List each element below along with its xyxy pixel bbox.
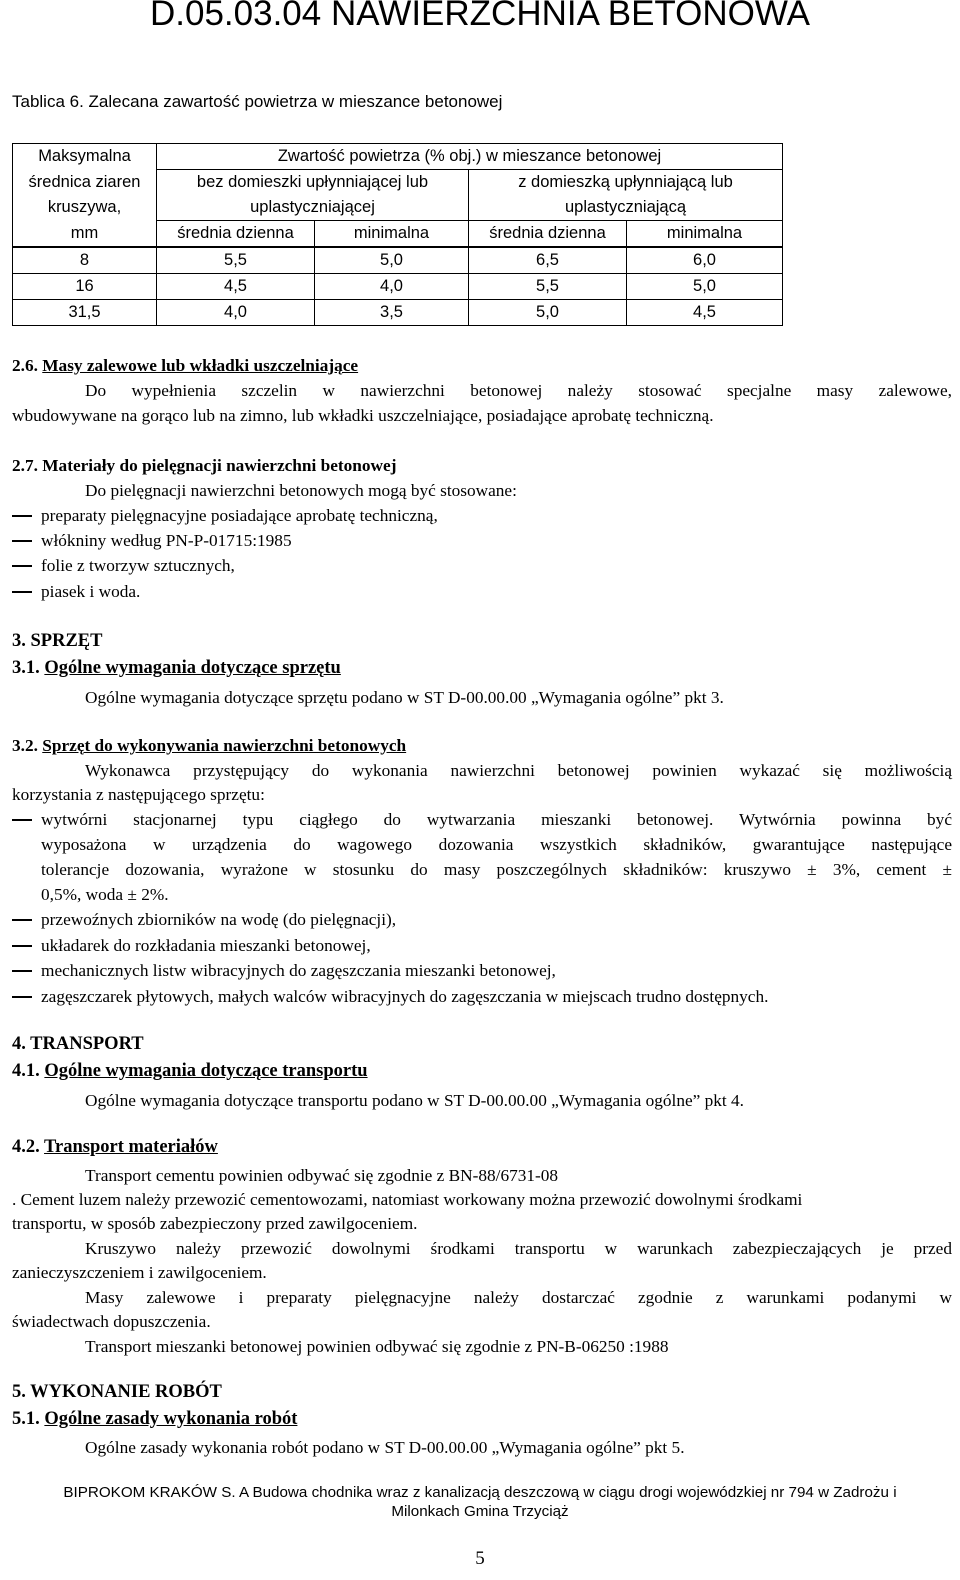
section-number: 2.6. xyxy=(12,356,38,375)
section-number: 3.2. xyxy=(12,736,38,755)
table-caption: Tablica 6. Zalecana zawartość powietrza w mieszance betonowej xyxy=(12,92,503,111)
chapter-heading: 3. SPRZĘT xyxy=(12,631,103,651)
paragraph-line: transportu, w sposób zabezpieczony przed zawilgoceniem. xyxy=(12,1214,418,1233)
table-cell: 5,0 xyxy=(469,300,627,326)
table-cell: 4,0 xyxy=(315,274,469,300)
paragraph-line: . Cement luzem należy przewozić cementowozami, natomiast workowany można przewozić dowolnymi środkami xyxy=(12,1190,803,1209)
paragraph-line: wbudowywane na gorąco lub na zimno, lub wkładki uszczelniające, posiadające aprobatę techniczną. xyxy=(12,406,714,425)
list-item: mechanicznych listw wibracyjnych do zagęszczania mieszanki betonowej, xyxy=(41,961,556,980)
section-heading xyxy=(12,658,341,679)
table-header-cell: minimalna xyxy=(627,221,783,248)
dash-bullet-icon xyxy=(12,919,32,921)
section-number: 3.1. xyxy=(12,658,40,678)
table-group-header: Zwartość powietrza (% obj.) w mieszance betonowej xyxy=(157,144,783,170)
section-heading xyxy=(12,1409,297,1430)
section-title: Materiały do pielęgnacji nawierzchni betonowej xyxy=(42,456,397,475)
section-title: Ogólne wymagania dotyczące transportu xyxy=(44,1061,368,1081)
table-cell: 8 xyxy=(13,247,157,274)
table-subgroup-header: z domieszką upłynniającą lub xyxy=(469,170,783,196)
list-item: folie z tworzyw sztucznych, xyxy=(41,556,235,575)
list-item: włókniny według PN-P-01715:1985 xyxy=(41,531,292,550)
section-heading xyxy=(12,1137,218,1158)
table-cell: 4,5 xyxy=(627,300,783,326)
section-heading xyxy=(12,453,396,478)
table-header-cell: kruszywa, xyxy=(13,195,157,221)
list-item: układarek do rozkładania mieszanki betonowej, xyxy=(41,936,371,955)
table-cell: 5,5 xyxy=(469,274,627,300)
table-row xyxy=(13,274,783,300)
table-subgroup-header: uplastyczniającej xyxy=(157,195,469,221)
chapter-heading: 4. TRANSPORT xyxy=(12,1034,144,1054)
page-title: D.05.03.04 NAWIERZCHNIA BETONOWA xyxy=(150,0,810,33)
section-title: Ogólne wymagania dotyczące sprzętu xyxy=(44,658,341,678)
list-item-line: wytwórni stacjonarnej typu ciągłego do wytwarzania mieszanki betonowej. Wytwórnia powinna być xyxy=(41,810,952,829)
section-number: 4.1. xyxy=(12,1061,40,1081)
list-item: preparaty pielęgnacyjne posiadające aprobatę techniczną, xyxy=(41,506,438,525)
section-number: 4.2. xyxy=(12,1137,40,1157)
dash-bullet-icon xyxy=(12,996,32,998)
list-item: zagęszczarek płytowych, małych walców wibracyjnych do zagęszczania w miejscach trudno dostępnych. xyxy=(41,987,769,1006)
table-header-cell: minimalna xyxy=(315,221,469,248)
table-row xyxy=(13,247,783,274)
paragraph-line: świadectwach dopuszczenia. xyxy=(12,1312,211,1331)
table-cell: 5,0 xyxy=(315,247,469,274)
table-cell: 16 xyxy=(13,274,157,300)
list-item: przewoźnych zbiorników na wodę (do pielęgnacji), xyxy=(41,910,397,929)
paragraph-line: Transport cementu powinien odbywać się zgodnie z BN-88/6731-08 xyxy=(85,1166,559,1185)
section-heading xyxy=(12,733,406,758)
table-header-cell: średnica ziaren xyxy=(13,170,157,196)
page-number: 5 xyxy=(475,1548,485,1569)
table-cell: 3,5 xyxy=(315,300,469,326)
air-content-table xyxy=(12,143,783,326)
table-row xyxy=(13,300,783,326)
section-title: Ogólne zasady wykonania robót xyxy=(44,1409,298,1429)
list-item-line: wyposażona w urządzenia do wagowego dozowania wszystkich składników, gwarantujące następujące xyxy=(41,835,952,854)
table-cell: 31,5 xyxy=(13,300,157,326)
paragraph-line: Ogólne wymagania dotyczące transportu podano w ST D-00.00.00 „Wymagania ogólne” pkt 4. xyxy=(85,1091,744,1110)
list-item-line: 0,5%, woda ± 2%. xyxy=(41,885,169,904)
footer-line: Milonkach Gmina Trzyciąż xyxy=(391,1503,569,1520)
table-cell: 6,0 xyxy=(627,247,783,274)
paragraph-line: zanieczyszczeniem i zawilgoceniem. xyxy=(12,1263,267,1282)
section-number: 5.1. xyxy=(12,1409,40,1429)
section-title: Transport materiałów xyxy=(44,1137,218,1157)
dash-bullet-icon xyxy=(12,591,32,593)
paragraph-line: Do pielęgnacji nawierzchni betonowych mogą być stosowane: xyxy=(85,481,517,500)
paragraph-line: Kruszywo należy przewozić dowolnymi środkami transportu w warunkach zabezpieczających je przed xyxy=(85,1239,952,1258)
dash-bullet-icon xyxy=(12,515,32,517)
table-cell: 4,5 xyxy=(157,274,315,300)
table-header-cell: średnia dzienna xyxy=(157,221,315,248)
dash-bullet-icon xyxy=(12,945,32,947)
list-item: piasek i woda. xyxy=(41,582,141,601)
table-subgroup-header: bez domieszki upłynniającej lub xyxy=(157,170,469,196)
paragraph-line: Ogólne zasady wykonania robót podano w ST D-00.00.00 „Wymagania ogólne” pkt 5. xyxy=(85,1438,685,1457)
table-header-cell: mm xyxy=(13,221,157,248)
table-cell: 4,0 xyxy=(157,300,315,326)
dash-bullet-icon xyxy=(12,565,32,567)
list-item-line: tolerancje dozowania, wyrażone w stosunku do masy poszczególnych składników: kruszywo ± 3%, cement ± xyxy=(41,860,952,879)
table-cell: 5,5 xyxy=(157,247,315,274)
table-cell: 5,0 xyxy=(627,274,783,300)
section-title: Sprzęt do wykonywania nawierzchni betonowych xyxy=(42,736,407,755)
dash-bullet-icon xyxy=(12,970,32,972)
paragraph-line: Transport mieszanki betonowej powinien odbywać się zgodnie z PN-B-06250 :1988 xyxy=(85,1337,669,1356)
section-heading xyxy=(12,1061,368,1082)
chapter-heading: 5. WYKONANIE ROBÓT xyxy=(12,1382,222,1402)
paragraph-line: Do wypełnienia szczelin w nawierzchni betonowej należy stosować specjalne masy zalewowe, xyxy=(85,381,952,400)
footer-line: BIPROKOM KRAKÓW S. A Budowa chodnika wraz z kanalizacją deszczową w ciągu drogi wojewódzkiej nr 794 w Zadrożu i xyxy=(63,1484,897,1501)
dash-bullet-icon xyxy=(12,540,32,542)
paragraph-line: Wykonawca przystępujący do wykonania nawierzchni betonowej powinien wykazać się możliwością xyxy=(85,761,952,780)
dash-bullet-icon xyxy=(12,819,32,821)
paragraph-line: korzystania z następującego sprzętu: xyxy=(12,785,265,804)
paragraph-line: Ogólne wymagania dotyczące sprzętu podano w ST D-00.00.00 „Wymagania ogólne” pkt 3. xyxy=(85,688,724,707)
table-cell: 6,5 xyxy=(469,247,627,274)
section-title: Masy zalewowe lub wkładki uszczelniające xyxy=(42,356,359,375)
table-subgroup-header: uplastyczniającą xyxy=(469,195,783,221)
table-header-cell: Maksymalna xyxy=(13,144,157,170)
paragraph-line: Masy zalewowe i preparaty pielęgnacyjne należy dostarczać zgodnie z warunkami podanymi w xyxy=(85,1288,952,1307)
section-heading xyxy=(12,353,358,378)
section-number: 2.7. xyxy=(12,456,38,475)
table-header-cell: średnia dzienna xyxy=(469,221,627,248)
